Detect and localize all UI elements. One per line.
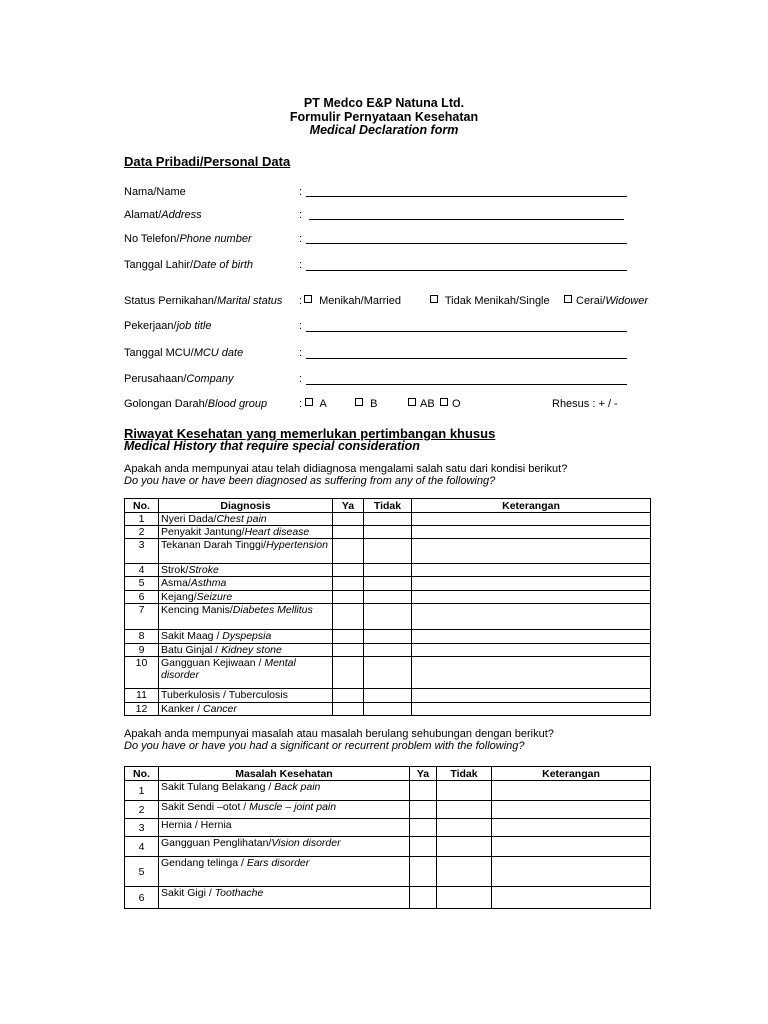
- name-field[interactable]: [306, 196, 627, 197]
- col-header-diagnosis: Diagnosis: [159, 499, 333, 513]
- yes-cell[interactable]: [333, 630, 364, 644]
- no-cell[interactable]: [364, 539, 412, 564]
- diagnosis-cell: Asma/Asthma: [159, 577, 333, 591]
- job-colon: :: [299, 320, 303, 332]
- row-number: 6: [125, 887, 159, 909]
- address-field[interactable]: [309, 219, 624, 220]
- yes-cell[interactable]: [333, 526, 364, 539]
- no-cell[interactable]: [364, 513, 412, 526]
- diagnosis-cell: Kencing Manis/Diabetes Mellitus: [159, 604, 333, 630]
- dob-field[interactable]: [306, 270, 627, 271]
- col-header-problem: Masalah Kesehatan: [159, 767, 410, 781]
- yes-cell[interactable]: [333, 564, 364, 577]
- table-row: [125, 887, 651, 909]
- checkbox-icon[interactable]: [564, 295, 572, 303]
- diagnosis-table: [124, 498, 651, 716]
- table-row: [125, 539, 651, 564]
- row-number: 2: [125, 801, 159, 819]
- no-cell[interactable]: [364, 604, 412, 630]
- problem-cell: Hernia / Hernia: [159, 819, 410, 837]
- col-header-no-answer: Tidak: [437, 767, 492, 781]
- blood-b-option[interactable]: B: [353, 398, 377, 410]
- diagnosis-cell: Tuberkulosis / Tuberculosis: [159, 689, 333, 703]
- diagnosis-cell: Gangguan Kejiwaan / Mental disorder: [159, 657, 333, 689]
- notes-cell[interactable]: [492, 857, 651, 887]
- yes-cell[interactable]: [333, 513, 364, 526]
- notes-cell[interactable]: [412, 630, 651, 644]
- table-row: [125, 819, 651, 837]
- col-header-notes: Keterangan: [492, 767, 651, 781]
- medical-history-heading: Riwayat Kesehatan yang memerlukan pertimbangan khusus: [124, 426, 496, 441]
- yes-cell[interactable]: [410, 857, 437, 887]
- address-label: Alamat/Address: [124, 209, 202, 221]
- checkbox-icon[interactable]: [408, 398, 416, 406]
- row-number: 5: [125, 577, 159, 591]
- phone-label: No Telefon/Phone number: [124, 233, 252, 245]
- no-cell[interactable]: [437, 887, 492, 909]
- checkbox-icon[interactable]: [440, 398, 448, 406]
- problem-cell: Sakit Tulang Belakang / Back pain: [159, 781, 410, 801]
- col-header-notes: Keterangan: [412, 499, 651, 513]
- no-cell[interactable]: [364, 644, 412, 657]
- no-cell[interactable]: [437, 857, 492, 887]
- no-cell[interactable]: [364, 564, 412, 577]
- no-cell[interactable]: [364, 689, 412, 703]
- company-name: PT Medco E&P Natuna Ltd.: [303, 96, 465, 110]
- health-problems-table: [124, 766, 651, 909]
- table-row: [125, 513, 651, 526]
- yes-cell[interactable]: [333, 689, 364, 703]
- row-number: 3: [125, 819, 159, 837]
- row-number: 7: [125, 604, 159, 630]
- recurrent-question-id: Apakah anda mempunyai masalah atau masalah berulang sehubungan dengan berikut?: [124, 728, 554, 740]
- row-number: 12: [125, 703, 159, 716]
- history-question-id: Apakah anda mempunyai atau telah didiagnosa mengalami salah satu dari kondisi berikut?: [124, 463, 568, 475]
- marital-colon: :: [299, 295, 303, 307]
- col-header-yes: Ya: [410, 767, 437, 781]
- checkbox-icon[interactable]: [430, 295, 438, 303]
- phone-field[interactable]: [306, 243, 627, 244]
- problem-cell: Sakit Gigi / Toothache: [159, 887, 410, 909]
- row-number: 5: [125, 857, 159, 887]
- dob-label: Tanggal Lahir/Date of birth: [124, 259, 254, 271]
- company-field[interactable]: [306, 384, 627, 385]
- table-row: [125, 526, 651, 539]
- notes-cell[interactable]: [492, 781, 651, 801]
- recurrent-question-en: Do you have or have you had a significant or recurrent problem with the following?: [124, 740, 525, 752]
- checkbox-icon[interactable]: [305, 398, 313, 406]
- notes-cell[interactable]: [412, 513, 651, 526]
- yes-cell[interactable]: [333, 577, 364, 591]
- medical-history-subheading: Medical History that require special consideration: [124, 439, 420, 453]
- notes-cell[interactable]: [412, 539, 651, 564]
- marital-married-option[interactable]: Menikah/Married: [302, 295, 401, 307]
- diagnosis-cell: Kejang/Seizure: [159, 591, 333, 604]
- yes-cell[interactable]: [333, 657, 364, 689]
- diagnosis-cell: Penyakit Jantung/Heart disease: [159, 526, 333, 539]
- table-row: [125, 577, 651, 591]
- table-row: [125, 657, 651, 689]
- col-header-yes: Ya: [333, 499, 364, 513]
- name-colon: :: [299, 186, 303, 198]
- name-label: Nama/Name: [124, 186, 186, 198]
- blood-group-colon: :: [299, 398, 303, 410]
- table-row: [125, 591, 651, 604]
- row-number: 11: [125, 689, 159, 703]
- yes-cell[interactable]: [410, 837, 437, 857]
- table-row: [125, 703, 651, 716]
- yes-cell[interactable]: [333, 591, 364, 604]
- marital-label: Status Pernikahan/Marital status: [124, 295, 283, 307]
- yes-cell[interactable]: [410, 887, 437, 909]
- form-subtitle: Medical Declaration form: [309, 123, 459, 137]
- notes-cell[interactable]: [492, 819, 651, 837]
- no-cell[interactable]: [437, 819, 492, 837]
- table-row: [125, 644, 651, 657]
- dob-colon: :: [299, 259, 303, 271]
- table-row: [125, 801, 651, 819]
- phone-colon: :: [299, 233, 303, 245]
- problem-cell: Sakit Sendi –otot / Muscle – joint pain: [159, 801, 410, 819]
- mcu-date-colon: :: [299, 347, 303, 359]
- marital-single-option[interactable]: Tidak Menikah/Single: [428, 295, 550, 307]
- table-row: [125, 857, 651, 887]
- company-colon: :: [299, 373, 303, 385]
- no-cell[interactable]: [364, 703, 412, 716]
- no-cell[interactable]: [437, 781, 492, 801]
- notes-cell[interactable]: [412, 644, 651, 657]
- notes-cell[interactable]: [412, 657, 651, 689]
- row-number: 1: [125, 513, 159, 526]
- notes-cell[interactable]: [412, 577, 651, 591]
- notes-cell[interactable]: [412, 591, 651, 604]
- problem-cell: Gendang telinga / Ears disorder: [159, 857, 410, 887]
- notes-cell[interactable]: [412, 703, 651, 716]
- checkbox-icon[interactable]: [355, 398, 363, 406]
- company-label: Perusahaan/Company: [124, 373, 234, 385]
- yes-cell[interactable]: [410, 819, 437, 837]
- no-cell[interactable]: [437, 801, 492, 819]
- mcu-date-field[interactable]: [306, 358, 627, 359]
- diagnosis-cell: Kanker / Cancer: [159, 703, 333, 716]
- yes-cell[interactable]: [333, 604, 364, 630]
- marital-divorced-option[interactable]: Cerai/Widower: [562, 295, 648, 307]
- notes-cell[interactable]: [412, 604, 651, 630]
- diagnosis-cell: Sakit Maag / Dyspepsia: [159, 630, 333, 644]
- row-number: 2: [125, 526, 159, 539]
- no-cell[interactable]: [364, 630, 412, 644]
- row-number: 9: [125, 644, 159, 657]
- table-row: [125, 689, 651, 703]
- no-cell[interactable]: [364, 577, 412, 591]
- row-number: 4: [125, 837, 159, 857]
- diagnosis-cell: Nyeri Dada/Chest pain: [159, 513, 333, 526]
- notes-cell[interactable]: [412, 689, 651, 703]
- personal-data-heading: Data Pribadi/Personal Data: [124, 154, 291, 169]
- no-cell[interactable]: [437, 837, 492, 857]
- row-number: 4: [125, 564, 159, 577]
- history-question-en: Do you have or have been diagnosed as suffering from any of the following?: [124, 475, 496, 487]
- rhesus-label: Rhesus : + / -: [552, 398, 618, 410]
- blood-group-label: Golongan Darah/Blood group: [124, 398, 268, 410]
- job-label: Pekerjaan/job title: [124, 320, 212, 332]
- yes-cell[interactable]: [410, 781, 437, 801]
- blood-ab-option[interactable]: AB: [406, 398, 435, 410]
- table-row: [125, 837, 651, 857]
- yes-cell[interactable]: [333, 539, 364, 564]
- col-header-no: No.: [125, 767, 159, 781]
- notes-cell[interactable]: [412, 526, 651, 539]
- blood-a-option[interactable]: A: [303, 398, 327, 410]
- notes-cell[interactable]: [492, 887, 651, 909]
- blood-o-option[interactable]: O: [438, 398, 461, 410]
- row-number: 10: [125, 657, 159, 689]
- problem-cell: Gangguan Penglihatan/Vision disorder: [159, 837, 410, 857]
- no-cell[interactable]: [364, 657, 412, 689]
- no-cell[interactable]: [364, 591, 412, 604]
- row-number: 3: [125, 539, 159, 564]
- table-row: [125, 604, 651, 630]
- notes-cell[interactable]: [412, 564, 651, 577]
- notes-cell[interactable]: [492, 801, 651, 819]
- job-field[interactable]: [306, 331, 627, 332]
- table-row: [125, 781, 651, 801]
- yes-cell[interactable]: [410, 801, 437, 819]
- notes-cell[interactable]: [492, 837, 651, 857]
- row-number: 1: [125, 781, 159, 801]
- diagnosis-cell: Tekanan Darah Tinggi/Hypertension: [159, 539, 333, 564]
- mcu-date-label: Tanggal MCU/MCU date: [124, 347, 244, 359]
- no-cell[interactable]: [364, 526, 412, 539]
- diagnosis-cell: Strok/Stroke: [159, 564, 333, 577]
- diagnosis-cell: Batu Ginjal / Kidney stone: [159, 644, 333, 657]
- yes-cell[interactable]: [333, 703, 364, 716]
- row-number: 6: [125, 591, 159, 604]
- col-header-no: No.: [125, 499, 159, 513]
- table-row: [125, 564, 651, 577]
- address-colon: :: [299, 209, 303, 221]
- checkbox-icon[interactable]: [304, 295, 312, 303]
- row-number: 8: [125, 630, 159, 644]
- col-header-no-answer: Tidak: [364, 499, 412, 513]
- yes-cell[interactable]: [333, 644, 364, 657]
- table-row: [125, 630, 651, 644]
- form-title: Formulir Pernyataan Kesehatan: [289, 110, 479, 124]
